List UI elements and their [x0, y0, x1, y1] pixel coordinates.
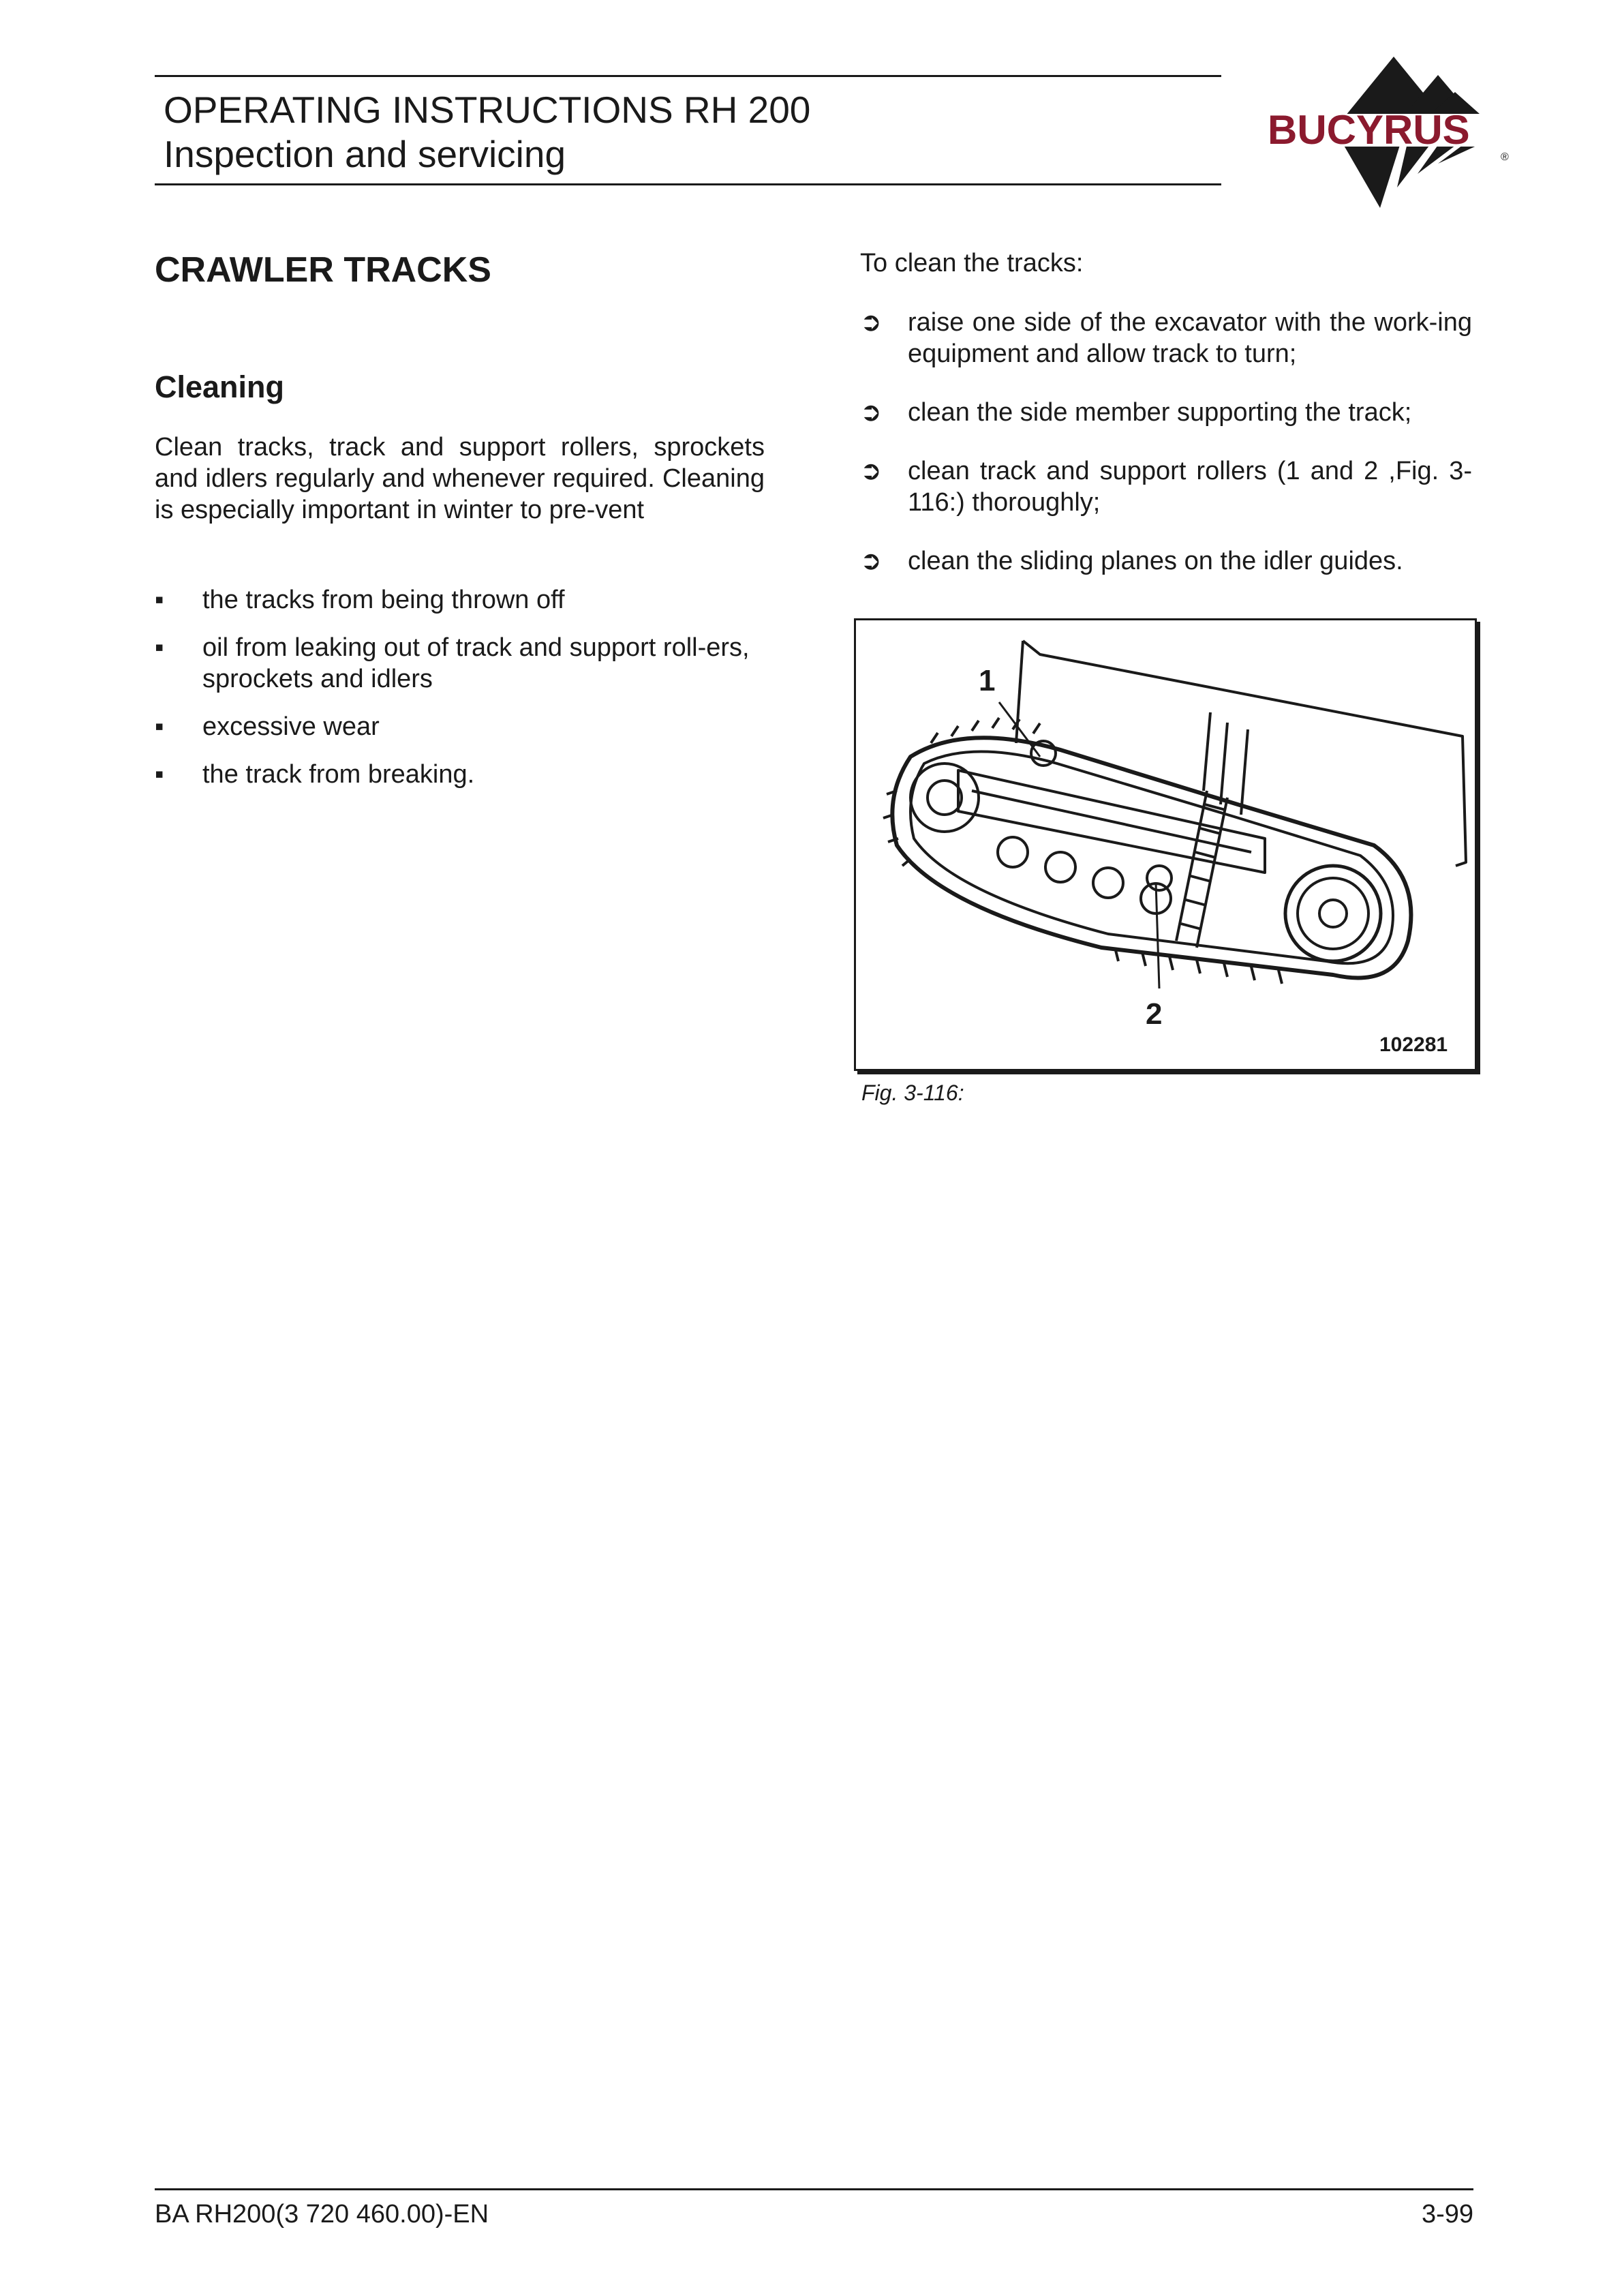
list-item-text: excessive wear [202, 712, 380, 741]
square-bullet-icon: ▪ [155, 760, 164, 789]
step-text: clean track and support rollers (1 and 2 ,Fig. 3-116:) thoroughly; [908, 457, 1472, 517]
page-number: 3-99 [1421, 2200, 1473, 2229]
list-item [155, 711, 765, 742]
square-bullet-icon: ▪ [155, 633, 164, 662]
step-item [860, 307, 1472, 369]
footer-rule [155, 2188, 1473, 2190]
page-heading: CRAWLER TRACKS [155, 250, 491, 290]
figure-frame [854, 618, 1477, 1071]
header-top-rule [155, 75, 1221, 77]
step-text: clean the side member supporting the track; [908, 398, 1412, 427]
step-item [860, 397, 1472, 428]
arrow-step-icon: ➲ [860, 457, 882, 485]
header-bottom-rule [155, 183, 1221, 185]
document-id: BA RH200(3 720 460.00)-EN [155, 2200, 489, 2229]
prevent-list [155, 584, 765, 790]
logo-registered-mark: ® [1501, 151, 1509, 163]
section-title: Inspection and servicing [164, 133, 566, 175]
procedure-steps [860, 307, 1472, 577]
step-text: raise one side of the excavator with the work-ing equipment and allow track to turn; [908, 308, 1472, 368]
intro-paragraph: Clean tracks, track and support rollers, sprockets and idlers regularly and whenever required. Cleaning is especially important in winter to pre-vent [155, 433, 765, 524]
list-item-text: oil from leaking out of track and support roll-ers, sprockets and idlers [202, 633, 750, 693]
list-item-text: the tracks from being thrown off [202, 586, 565, 614]
subheading-cleaning: Cleaning [155, 369, 285, 404]
square-bullet-icon: ▪ [155, 712, 164, 741]
arrow-step-icon: ➲ [860, 547, 882, 575]
bucyrus-logo-mark [1261, 51, 1520, 215]
arrow-step-icon: ➲ [860, 398, 882, 427]
arrow-step-icon: ➲ [860, 308, 882, 337]
square-bullet-icon: ▪ [155, 586, 164, 614]
callout-1: 1 [979, 664, 996, 697]
logo-wordmark: BUCYRUS [1268, 107, 1470, 153]
step-text: clean the sliding planes on the idler guides. [908, 547, 1403, 575]
step-item [860, 455, 1472, 518]
step-item [860, 545, 1472, 577]
bucyrus-logo [1261, 51, 1520, 215]
image-number: 102281 [1379, 1033, 1448, 1056]
crawler-track-illustration [856, 620, 1475, 1069]
list-item [155, 632, 765, 695]
procedure-intro: To clean the tracks: [860, 249, 1084, 277]
callout-2: 2 [1146, 997, 1163, 1031]
list-item [155, 584, 765, 616]
list-item [155, 759, 765, 790]
document-title: OPERATING INSTRUCTIONS RH 200 [164, 89, 811, 131]
list-item-text: the track from breaking. [202, 760, 475, 789]
figure-caption: Fig. 3-116: [861, 1081, 964, 1105]
